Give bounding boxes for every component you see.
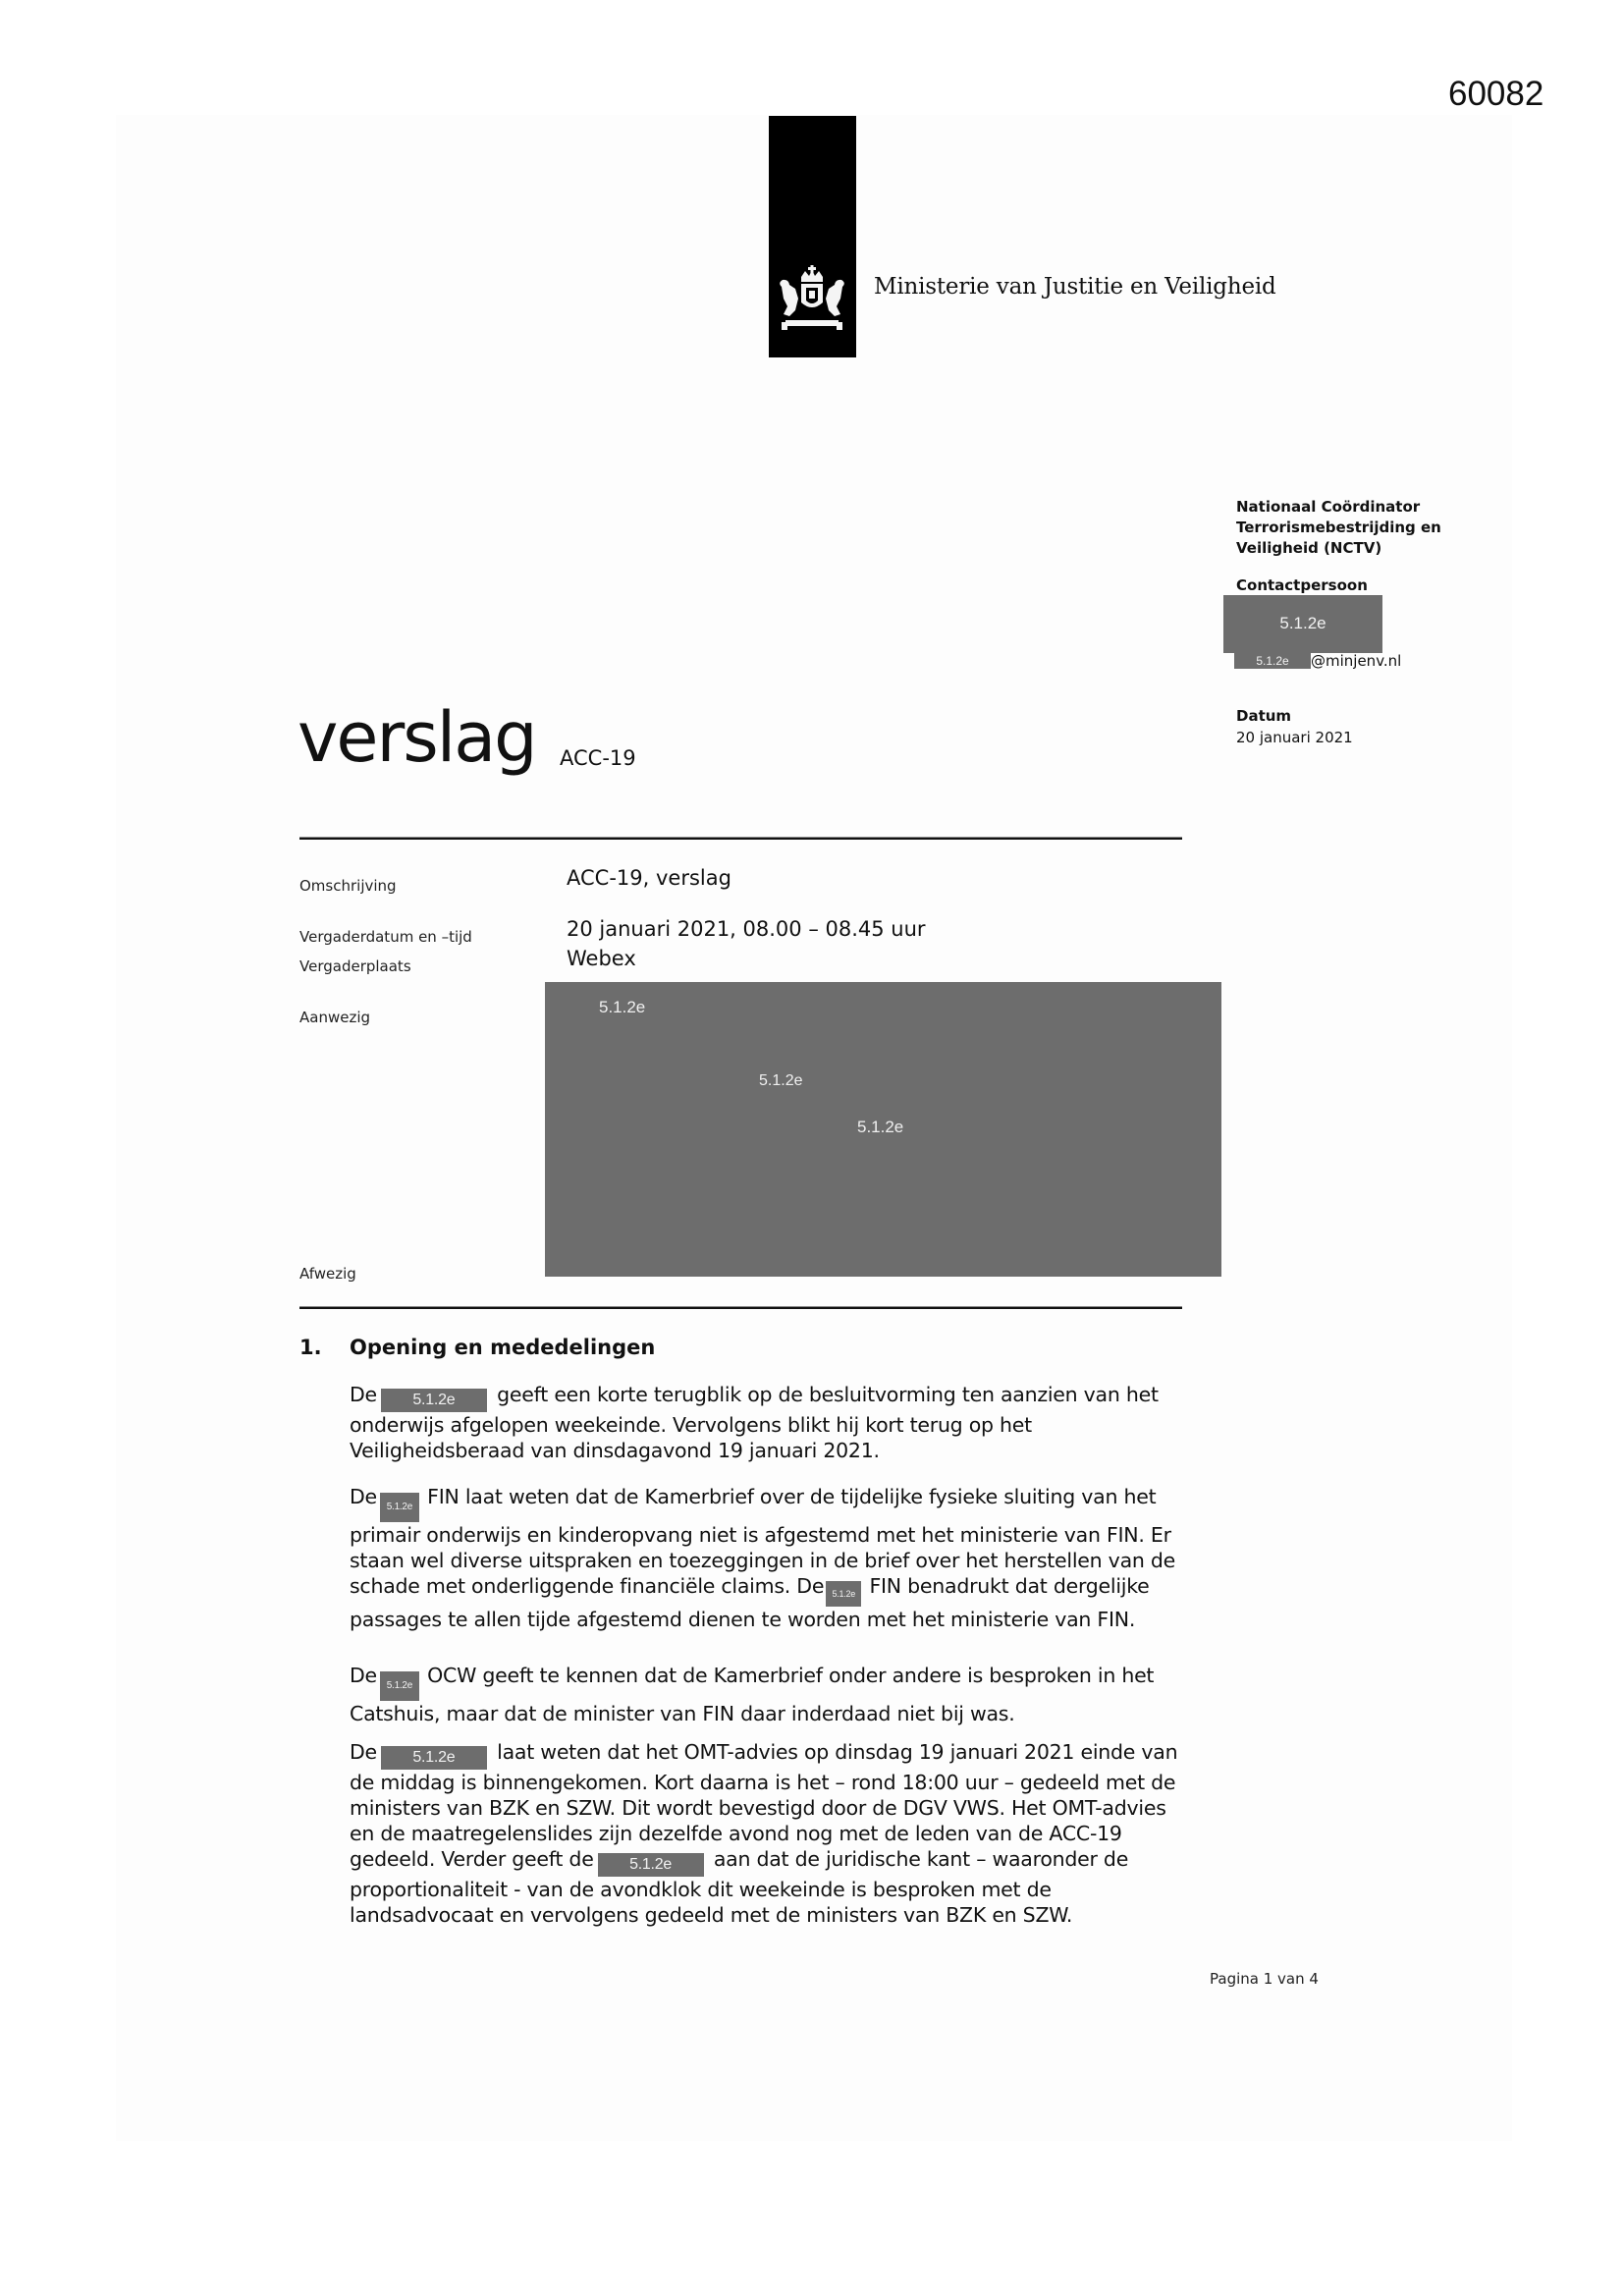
coat-of-arms-icon <box>774 265 850 336</box>
paragraph-2 <box>350 1484 1194 1632</box>
redaction: 5.1.2e <box>380 1493 419 1522</box>
organisation-line-1: Nationaal Coördinator <box>1236 498 1421 516</box>
meta-value-omschrijving: ACC-19, verslag <box>567 866 731 890</box>
paragraph-text: geeft een korte terugblik op de besluitvorming ten aanzien van het onderwijs afgelopen weekeinde. Vervolgens blikt hij kort terug op het Veiligheidsberaad van dinsdagavond 19 januari 2021. <box>350 1383 1159 1462</box>
paragraph-text: De <box>350 1664 377 1687</box>
organisation-line-3: Veiligheid (NCTV) <box>1236 539 1382 557</box>
date-label: Datum <box>1236 707 1292 725</box>
redaction-code: 5.1.2e <box>857 1118 904 1136</box>
paragraph-text: De <box>350 1485 377 1508</box>
document-subtitle: ACC-19 <box>560 746 636 770</box>
paragraph-text: OCW geeft te kennen dat de Kamerbrief onder andere is besproken in het Catshuis, maar dat de minister van FIN daar inderdaad niet bij was. <box>350 1664 1155 1725</box>
attendees-redaction <box>545 982 1221 1277</box>
redaction-code: 5.1.2e <box>599 998 646 1016</box>
contact-email <box>1234 653 1401 669</box>
paragraph-text: De <box>350 1740 377 1764</box>
divider-top <box>299 837 1182 840</box>
redaction-code: 5.1.2e <box>759 1072 803 1089</box>
section-title: Opening en mededelingen <box>350 1336 656 1359</box>
redaction: 5.1.2e <box>381 1389 487 1412</box>
date-value: 20 januari 2021 <box>1236 729 1353 746</box>
redaction: 5.1.2e <box>381 1746 487 1770</box>
redaction: 5.1.2e <box>598 1853 704 1877</box>
meta-value-datum-tijd: 20 januari 2021, 08.00 – 08.45 uur <box>567 917 926 941</box>
meta-label-datum-tijd: Vergaderdatum en –tijd <box>299 928 472 946</box>
paragraph-text: aan dat de juridische kant – waaronder de proportionaliteit - van de avondklok dit weekeinde is besproken met de landsadvocaat en vervolgens gedeeld met de ministers van BZK en SZW. <box>350 1847 1129 1927</box>
redaction: 5.1.2e <box>380 1671 419 1701</box>
paragraph-text: FIN benadrukt dat dergelijke passages te allen tijde afgestemd dienen te worden met het ministerie van FIN. <box>350 1574 1150 1631</box>
redaction: 5.1.2e <box>826 1581 861 1607</box>
paragraph-text: FIN laat weten dat de Kamerbrief over de tijdelijke fysieke sluiting van het primair onderwijs en kinderopvang niet is afgestemd met het ministerie van FIN. Er staan wel diverse uitspraken en toezeggingen in de brief over het herstellen van de schade met onderliggende financiële claims. De <box>350 1485 1176 1598</box>
document-id: 60082 <box>1448 75 1544 113</box>
meta-label-afwezig: Afwezig <box>299 1265 356 1283</box>
meta-label-vergaderplaats: Vergaderplaats <box>299 957 411 975</box>
divider-bottom <box>299 1306 1182 1309</box>
email-redaction: 5.1.2e <box>1234 653 1311 669</box>
contact-label: Contactpersoon <box>1236 576 1368 594</box>
paragraph-text: De <box>350 1383 377 1406</box>
organisation-name <box>1236 497 1441 559</box>
paragraph-4 <box>350 1739 1194 1928</box>
meta-value-vergaderplaats: Webex <box>567 947 636 970</box>
meta-label-aanwezig: Aanwezig <box>299 1009 371 1026</box>
section-number: 1. <box>299 1336 322 1359</box>
ministry-name: Ministerie van Justitie en Veiligheid <box>874 274 1276 300</box>
paragraph-text: laat weten dat het OMT-advies op dinsdag 19 januari 2021 einde van de middag is binnengekomen. Kort daarna is het – rond 18:00 uur – gedeeld met de ministers van BZK en SZW. Dit wordt bevestigd door de DGV VWS. Het OMT-advies en de maatregelenslides zijn dezelfde avond nog met de leden van de ACC-19 gedeeld. Verder geeft de <box>350 1740 1178 1871</box>
paragraph-1 <box>350 1382 1194 1463</box>
document-title: verslag <box>298 697 536 778</box>
paragraph-3 <box>350 1663 1194 1726</box>
email-domain: @minjenv.nl <box>1311 652 1402 670</box>
contact-redaction: 5.1.2e <box>1223 595 1382 653</box>
page-number: Pagina 1 van 4 <box>1210 1970 1319 1988</box>
meta-label-omschrijving: Omschrijving <box>299 877 397 895</box>
organisation-line-2: Terrorismebestrijding en <box>1236 519 1441 536</box>
